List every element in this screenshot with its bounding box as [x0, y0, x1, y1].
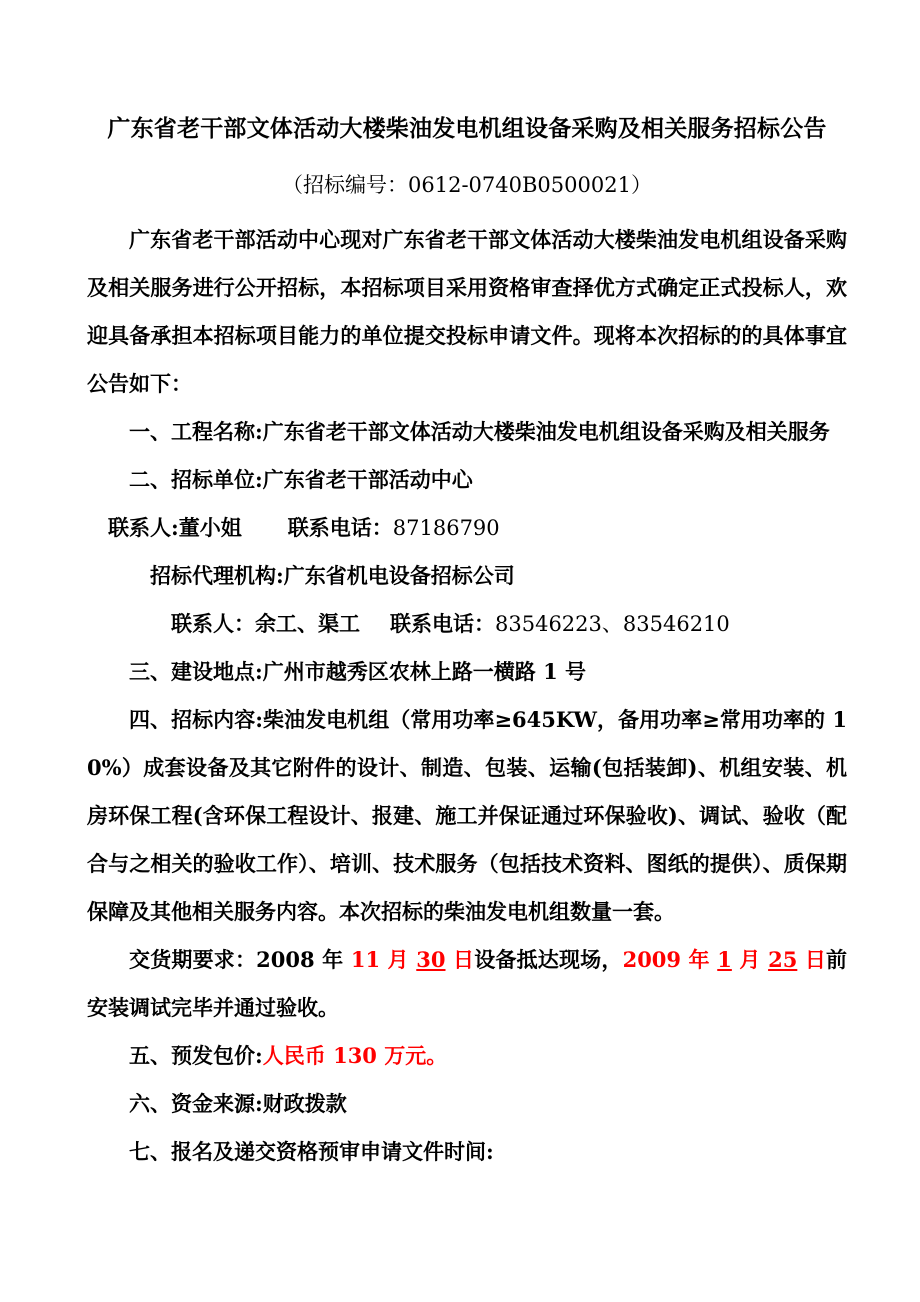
section-4-number: 四、: [129, 707, 172, 732]
section-6-label: 资金来源:: [171, 1091, 263, 1116]
section-6-value: 财政拨款: [262, 1091, 347, 1116]
agency-label: 招标代理机构:: [150, 563, 284, 588]
section-1: [87, 408, 847, 456]
delivery-tail: 前安装调试完毕并通过验收。: [87, 947, 848, 1020]
page-title: 广东省老干部文体活动大楼柴油发电机组设备采购及相关服务招标公告: [107, 115, 827, 142]
owner-contact-name: 董小姐: [178, 515, 242, 540]
delivery-requirement: [87, 936, 847, 1032]
delivery-year-2: 2009 年: [622, 947, 718, 972]
section-7-label: 报名及递交资格预审申请文件时间:: [171, 1139, 494, 1164]
delivery-day-1: 30: [416, 947, 446, 972]
section-1-label: 工程名称:: [171, 419, 263, 444]
delivery-label: 交货期要求：: [129, 947, 257, 972]
agency-value: 广东省机电设备招标公司: [283, 563, 515, 588]
section-7-number: 七、: [129, 1139, 171, 1164]
section-2-number: 二、: [129, 467, 171, 492]
section-5-label: 预发包价:: [171, 1043, 263, 1068]
section-5: [87, 1032, 847, 1080]
section-6: [87, 1080, 847, 1128]
section-4: [87, 696, 847, 936]
section-5-value: 人民币 130 万元。: [262, 1043, 448, 1068]
section-6-number: 六、: [129, 1091, 171, 1116]
delivery-year-1: 2008 年: [256, 947, 351, 972]
section-4-value: 柴油发电机组（常用功率≥645KW，备用功率≥常用功率的 10%）成套设备及其它附件的设计、制造、包装、运输(包括装卸)、机组安装、机房环保工程(含环保工程设计、报建、施工并保证通过环保验收)、调试、验收（配合与之相关的验收工作）、培训、技术服务（包括技术资料、图纸的提供）、质保期保障及其他相关服务内容。本次招标的柴油发电机组数量一套。: [87, 707, 847, 924]
section-4-label: 招标内容:: [171, 707, 263, 732]
owner-phone-value: 87186790: [392, 516, 500, 540]
tender-number: （招标编号：0612-0740B0500021）: [282, 173, 652, 197]
delivery-month-2: 1: [717, 947, 732, 972]
document-body: [87, 112, 847, 1176]
section-7: [87, 1128, 847, 1176]
delivery-day-2: 25: [768, 947, 798, 972]
section-3-value: 广州市越秀区农林上路一横路 1 号: [262, 659, 586, 684]
section-2-value: 广东省老干部活动中心: [262, 467, 473, 492]
delivery-month-2-suffix: 月: [731, 947, 769, 972]
section-2-label: 招标单位:: [171, 467, 263, 492]
agency-line: [87, 552, 847, 600]
section-2: [87, 456, 847, 504]
section-3-label: 建设地点:: [171, 659, 263, 684]
delivery-day-1-suffix: 日: [445, 947, 475, 972]
agency-contact-label: 联系人：: [171, 611, 255, 636]
section-5-number: 五、: [129, 1043, 171, 1068]
agency-phone-value: 83546223、83546210: [495, 612, 730, 636]
section-1-value: 广东省老干部文体活动大楼柴油发电机组设备采购及相关服务: [262, 419, 830, 444]
agency-contact-line: [87, 600, 847, 648]
section-3-number: 三、: [129, 659, 171, 684]
delivery-mid-text: 设备抵达现场，: [474, 947, 623, 972]
owner-contact-label: 联系人:: [108, 515, 179, 540]
delivery-day-2-suffix: 日: [797, 947, 827, 972]
intro-paragraph: 广东省老干部活动中心现对广东省老干部文体活动大楼柴油发电机组设备采购及相关服务进行公开招标，本招标项目采用资格审查择优方式确定正式投标人，欢迎具备承担本招标项目能力的单位提交投标申请文件。现将本次招标的的具体事宜公告如下：: [87, 227, 847, 396]
section-1-number: 一、: [129, 419, 171, 444]
owner-phone-label: 联系电话：: [287, 515, 393, 540]
agency-contact-name: 余工、渠工: [255, 611, 360, 636]
section-3: [87, 648, 847, 696]
owner-contact-line: [87, 504, 847, 552]
agency-phone-label: 联系电话：: [390, 611, 495, 636]
delivery-month-1: 11 月: [350, 947, 417, 972]
